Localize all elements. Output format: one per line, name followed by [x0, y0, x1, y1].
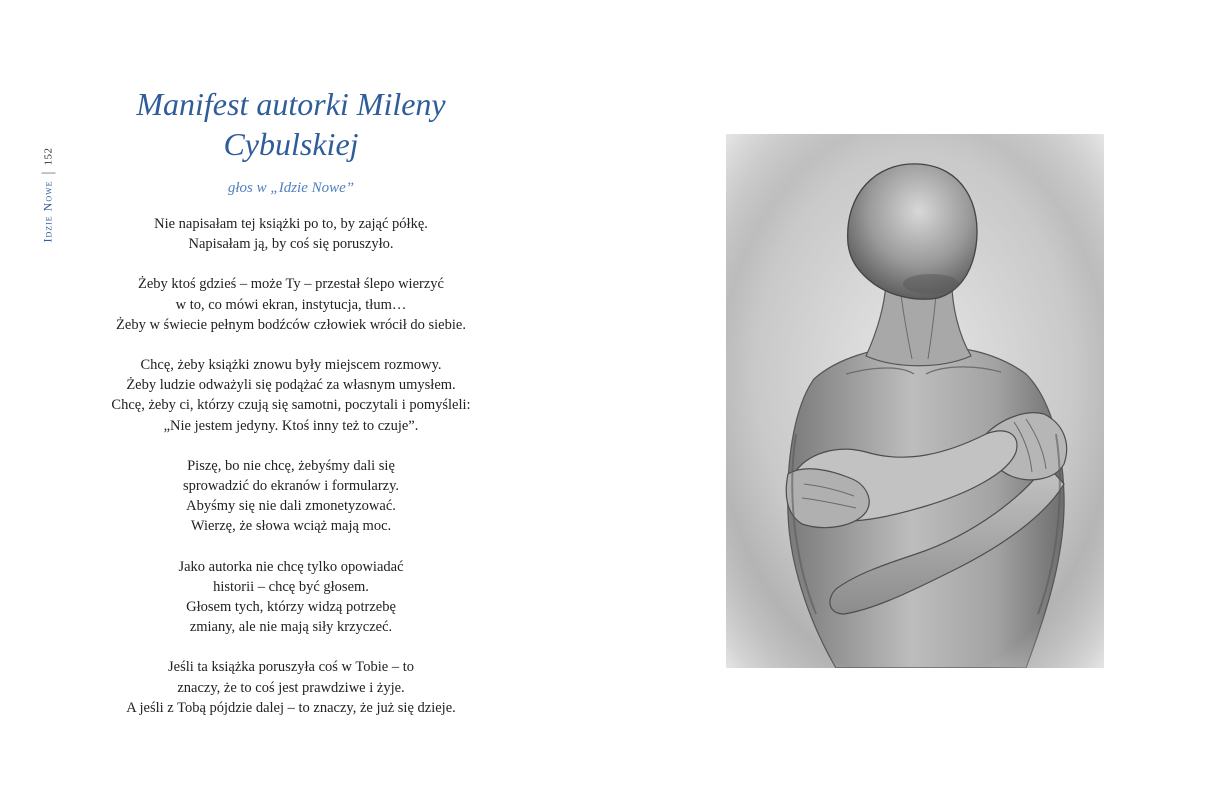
page-number: 152	[42, 147, 54, 166]
stanza	[96, 456, 486, 537]
verse-line: Piszę, bo nie chcę, żebyśmy dali się	[187, 457, 395, 474]
stanza	[96, 355, 486, 436]
verse-line: Jako autorka nie chcę tylko opowiadać	[178, 558, 404, 575]
verse-line: znaczy, że to coś jest prawdziwe i żyje.	[177, 679, 405, 696]
verse-line: „Nie jestem jedyny. Ktoś inny też to czuje”.	[163, 417, 419, 434]
verse-line: A jeśli z Tobą pójdzie dalej – to znaczy, że już się dzieje.	[126, 699, 456, 716]
running-head	[30, 140, 66, 250]
poem-body	[96, 214, 486, 718]
verse-line: Chcę, żeby ci, którzy czują się samotni, poczytali i pomyśleli:	[111, 397, 471, 414]
stanza	[96, 657, 486, 718]
page-title: Manifest autorki Mileny Cybulskiej	[136, 86, 446, 162]
verse-line: sprowadzić do ekranów i formularzy.	[182, 478, 400, 495]
stanza	[96, 214, 486, 254]
verse-line: Żeby ludzie odważyli się podążać za własnym umysłem.	[126, 377, 456, 394]
figure-drawing	[726, 134, 1104, 668]
page-subtitle: głos w „Idzie Nowe”	[227, 180, 355, 196]
verse-line: Napisałam ją, by coś się poruszyło.	[188, 236, 394, 253]
verse-line: Chcę, żeby książki znowu były miejscem rozmowy.	[140, 357, 442, 374]
verse-line: Jeśli ta książka poruszyła coś w Tobie – to	[168, 659, 414, 676]
illustration-faceless-figure	[726, 134, 1104, 668]
manifesto-text-column	[96, 84, 486, 718]
verse-line: Abyśmy się nie dali zmonetyzować.	[186, 498, 396, 515]
verse-line: zmiany, ale nie mają siły krzyczeć.	[189, 619, 393, 636]
stanza	[96, 274, 486, 335]
verse-line: historii – chcę być głosem.	[213, 578, 369, 595]
stanza	[96, 557, 486, 638]
verse-line: Żeby ktoś gdzieś – może Ty – przestał ślepo wierzyć	[138, 276, 444, 293]
running-head-book-title: Idzie Nowe	[40, 180, 55, 243]
verse-line: w to, co mówi ekran, instytucja, tłum…	[175, 296, 407, 313]
verse-line: Nie napisałam tej książki po to, by zająć półkę.	[154, 216, 428, 232]
verse-line: Żeby w świecie pełnym bodźców człowiek wrócił do siebie.	[116, 316, 466, 333]
running-head-divider	[41, 172, 55, 173]
verse-line: Wierzę, że słowa wciąż mają moc.	[190, 518, 392, 535]
verse-line: Głosem tych, którzy widzą potrzebę	[186, 599, 396, 616]
